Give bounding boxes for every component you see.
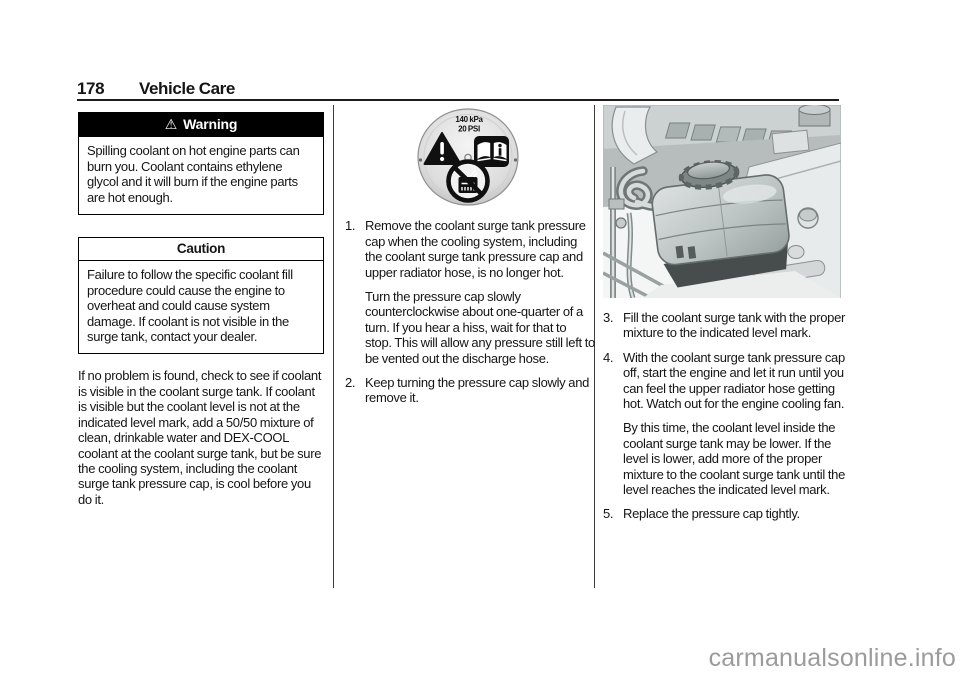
step-1-paragraph-1: Remove the coolant surge tank pressure cap when the cooling system, including the coolant surge tank pressure cap and upper radiator hose, is no longer hot. bbox=[365, 218, 586, 280]
steps-1-2 bbox=[345, 218, 595, 405]
cap-side-mark-right bbox=[514, 158, 517, 161]
right-column bbox=[603, 105, 846, 522]
warning-box-title: Warning bbox=[183, 116, 238, 132]
left-column bbox=[78, 105, 324, 507]
step-number: 1. bbox=[345, 218, 356, 234]
section-title: Vehicle Care bbox=[139, 79, 235, 98]
watermark: carmanualsonline.info bbox=[708, 644, 956, 672]
coolant-check-paragraph: If no problem is found, check to see if coolant is visible in the coolant surge tank. If coolant is visible but the coolant level is not at the indicated level mark, add a 50/50 mixture of clean, drinkable water and DEX-COOL coolant at the coolant surge tank, but be sure the cooling system, including the coolant surge tank pressure cap, is cool before you do it. bbox=[78, 368, 322, 507]
caution-box-body: Failure to follow the specific coolant fill procedure could cause the engine to overheat and could cause system damage. If coolant is not visible in the surge tank, contact your dealer. bbox=[87, 267, 293, 345]
step-3-paragraph-1: Fill the coolant surge tank with the proper mixture to the indicated level mark. bbox=[623, 310, 846, 341]
step-4-paragraph-1: With the coolant surge tank pressure cap off, start the engine and let it run until you can feel the upper radiator hose getting hot. Watch out for the engine cooling fan. bbox=[623, 349, 845, 412]
step-2-paragraph-1: Keep turning the pressure cap slowly and remove it. bbox=[365, 375, 590, 406]
step-4-paragraph-2: By this time, the coolant level inside the coolant surge tank may be lower. If the level is lower, add more of the proper mixture to the coolant surge tank until the level reaches the indicated level mark. bbox=[623, 420, 846, 498]
header-rule bbox=[77, 99, 839, 101]
caution-box bbox=[78, 237, 324, 354]
cap-no-open-prohibition-icon bbox=[449, 162, 488, 201]
step-5-paragraph-1: Replace the pressure cap tightly. bbox=[623, 506, 800, 522]
middle-column bbox=[345, 105, 595, 406]
step-2 bbox=[345, 375, 595, 406]
step-1 bbox=[345, 218, 595, 366]
warning-box-body: Spilling coolant on hot engine parts can burn you. Coolant contains ethylene glycol and it will burn if the engine parts are hot enough. bbox=[87, 143, 300, 205]
page-number: 178 bbox=[77, 79, 105, 98]
step-4 bbox=[603, 350, 846, 498]
cap-rating-kpa: 140 kPa bbox=[455, 115, 483, 124]
caution-box-title: Caution bbox=[79, 238, 323, 261]
step-number: 4. bbox=[603, 349, 614, 365]
warning-triangle-icon: ⚠ bbox=[164, 116, 178, 132]
engine-coolant-surge-tank-illustration bbox=[603, 105, 841, 298]
cap-rating-psi: 20 PSI bbox=[458, 124, 480, 134]
step-5 bbox=[603, 506, 846, 521]
cap-side-mark-left bbox=[419, 158, 422, 161]
pressure-cap-illustration bbox=[416, 107, 520, 207]
warning-box bbox=[78, 112, 324, 215]
step-number: 3. bbox=[603, 310, 614, 325]
column-divider-left bbox=[333, 105, 334, 588]
step-1-paragraph-2: Turn the pressure cap slowly counterclockwise about one-quarter of a turn. If you hear a hiss, wait for that to stop. This will allow any pressure still left to be vented out the discharge hose. bbox=[365, 289, 595, 366]
step-number: 2. bbox=[345, 375, 356, 391]
page-header bbox=[77, 79, 235, 99]
step-3 bbox=[603, 310, 846, 341]
step-number: 5. bbox=[603, 506, 614, 522]
steps-3-5 bbox=[603, 310, 846, 522]
warning-box-header bbox=[79, 113, 323, 137]
